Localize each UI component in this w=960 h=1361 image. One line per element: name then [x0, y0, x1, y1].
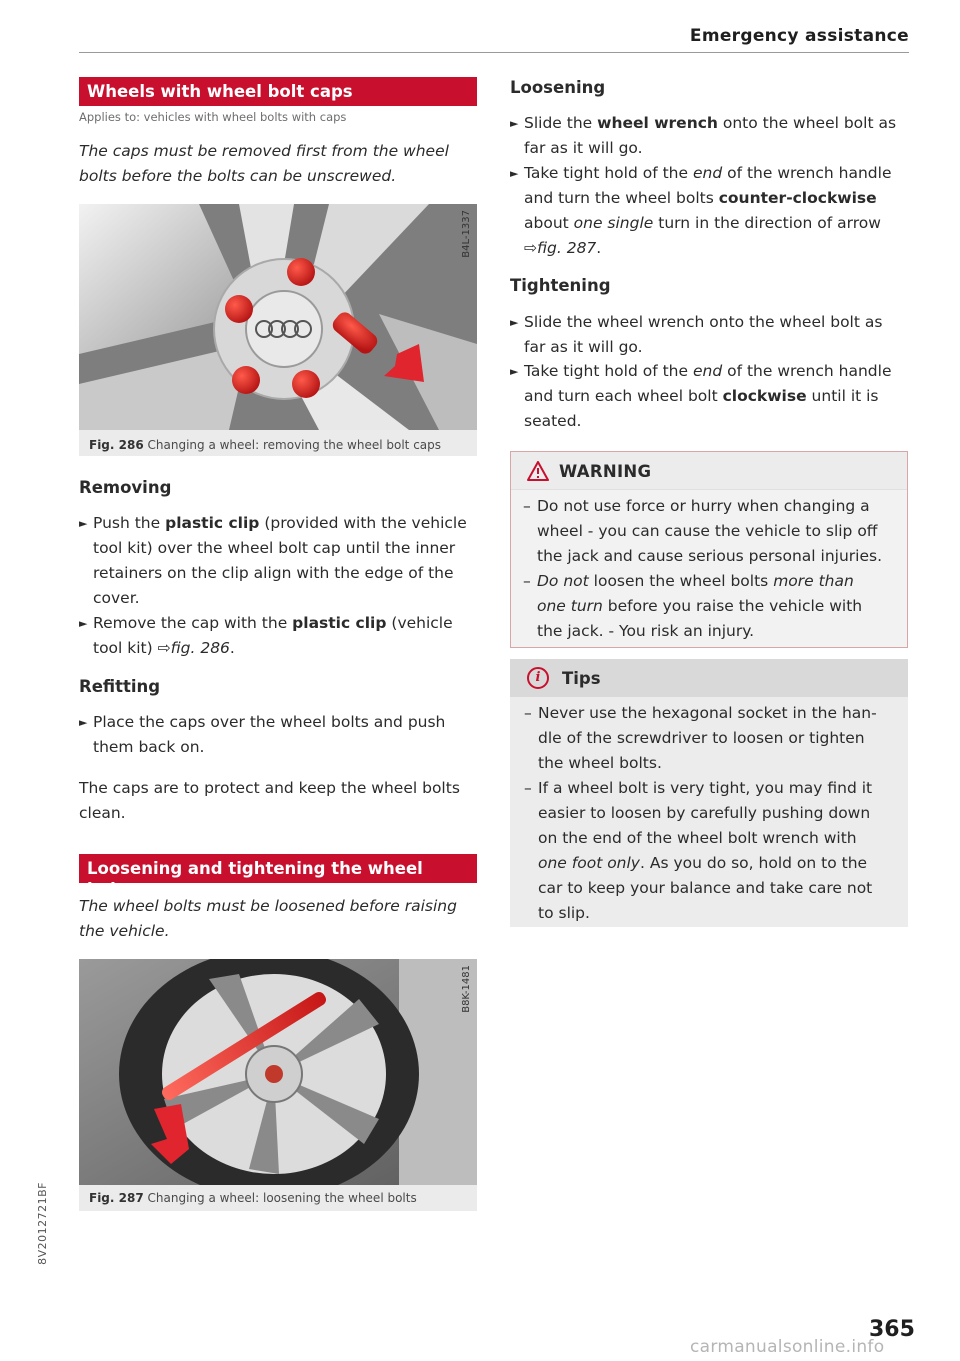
- tips-item-2: – If a wheel bolt is very tight, you may find it easier to loosen by carefully pushing down on the end of the wheel bolt wrench with one foot only. As you do so, hold on to the car to keep your balance and take care not to slip.: [524, 779, 873, 922]
- section-intro: The wheel bolts must be loosened before raising the vehicle.: [79, 897, 457, 940]
- header-title: Emergency assistance: [689, 26, 909, 46]
- applies-to-note: Applies to: vehicles with wheel bolts with caps: [79, 110, 347, 124]
- removing-step-2: ► Remove the cap with the plastic clip (vehicle tool kit) ⇨fig. 286.: [79, 611, 477, 661]
- wheel-wrench-illustration: [79, 959, 477, 1185]
- loosening-step-1: ► Slide the wheel wrench onto the wheel bolt as far as it will go.: [510, 111, 910, 161]
- figure-287: [79, 959, 477, 1211]
- caps-purpose-note: The caps are to protect and keep the wheel bolts clean.: [79, 779, 460, 822]
- info-icon: i: [527, 667, 549, 689]
- bullet-arrow-icon: ►: [510, 117, 519, 130]
- figure-link[interactable]: fig. 287: [537, 239, 597, 257]
- loosening-step-2: ► Take tight hold of the end of the wrench handle and turn the wheel bolts counter-clockwise about one single turn in the direction of arrow ⇨fig. 287.: [510, 161, 910, 261]
- figure-286: [79, 204, 477, 456]
- section-title-loosening-tightening: Loosening and tightening the wheel bolts: [79, 854, 477, 883]
- section-intro: The caps must be removed first from the wheel bolts before the bolts can be unscrewed.: [79, 142, 449, 185]
- cross-reference-arrow-icon: ⇨: [157, 639, 171, 657]
- heading-removing: Removing: [79, 478, 172, 497]
- bullet-arrow-icon: ►: [510, 316, 519, 329]
- bullet-arrow-icon: ►: [79, 716, 88, 729]
- warning-header: [511, 452, 907, 490]
- warning-item-2: – Do not loosen the wheel bolts more than one turn before you raise the vehicle with the jack. - You risk an injury.: [523, 572, 863, 640]
- section-title-wheel-bolt-caps: Wheels with wheel bolt caps: [79, 77, 477, 106]
- bullet-arrow-icon: ►: [510, 167, 519, 180]
- watermark: carmanualsonline.info: [690, 1337, 885, 1357]
- figure-link[interactable]: fig. 286: [170, 639, 230, 657]
- tips-item-1: – Never use the hexagonal socket in the han- dle of the screwdriver to loosen or tighten the wheel bolts.: [524, 704, 877, 772]
- refitting-step-1: ► Place the caps over the wheel bolts and push them back on.: [79, 710, 477, 760]
- tightening-step-1: ► Slide the wheel wrench onto the wheel bolt as far as it will go.: [510, 310, 910, 360]
- tightening-step-2: ► Take tight hold of the end of the wrench handle and turn each wheel bolt clockwise until it is seated.: [510, 359, 910, 434]
- warning-box: [510, 451, 908, 648]
- heading-loosening: Loosening: [510, 78, 606, 97]
- warning-triangle-icon: [527, 461, 549, 481]
- figure-code: B8K-1481: [461, 965, 472, 1013]
- removing-step-1: ► Push the plastic clip (provided with the vehicle tool kit) over the wheel bolt cap until the inner retainers on the clip align with the edge of the cover.: [79, 511, 477, 611]
- cross-reference-arrow-icon: ⇨: [524, 239, 537, 257]
- warning-item-1: – Do not use force or hurry when changing a wheel - you can cause the vehicle to slip off the jack and cause serious personal injuries.: [523, 497, 883, 565]
- figure-code: B4L-1337: [461, 210, 472, 258]
- header-divider: [79, 52, 909, 53]
- tips-header: [510, 659, 908, 697]
- tips-title: Tips: [562, 669, 601, 688]
- warning-title: WARNING: [559, 462, 652, 481]
- document-code: 8V2012721BF: [36, 1182, 49, 1265]
- wheel-bolt-caps-illustration: [79, 204, 477, 430]
- bullet-arrow-icon: ►: [79, 517, 88, 530]
- tips-box: [510, 659, 908, 927]
- bullet-arrow-icon: ►: [510, 365, 519, 378]
- bullet-arrow-icon: ►: [79, 617, 88, 630]
- heading-refitting: Refitting: [79, 677, 161, 696]
- figure-caption: Fig. 287 Changing a wheel: loosening the wheel bolts: [89, 1191, 417, 1205]
- heading-tightening: Tightening: [510, 276, 611, 295]
- figure-caption: Fig. 286 Changing a wheel: removing the wheel bolt caps: [89, 438, 442, 452]
- page-number: 365: [869, 1317, 915, 1342]
